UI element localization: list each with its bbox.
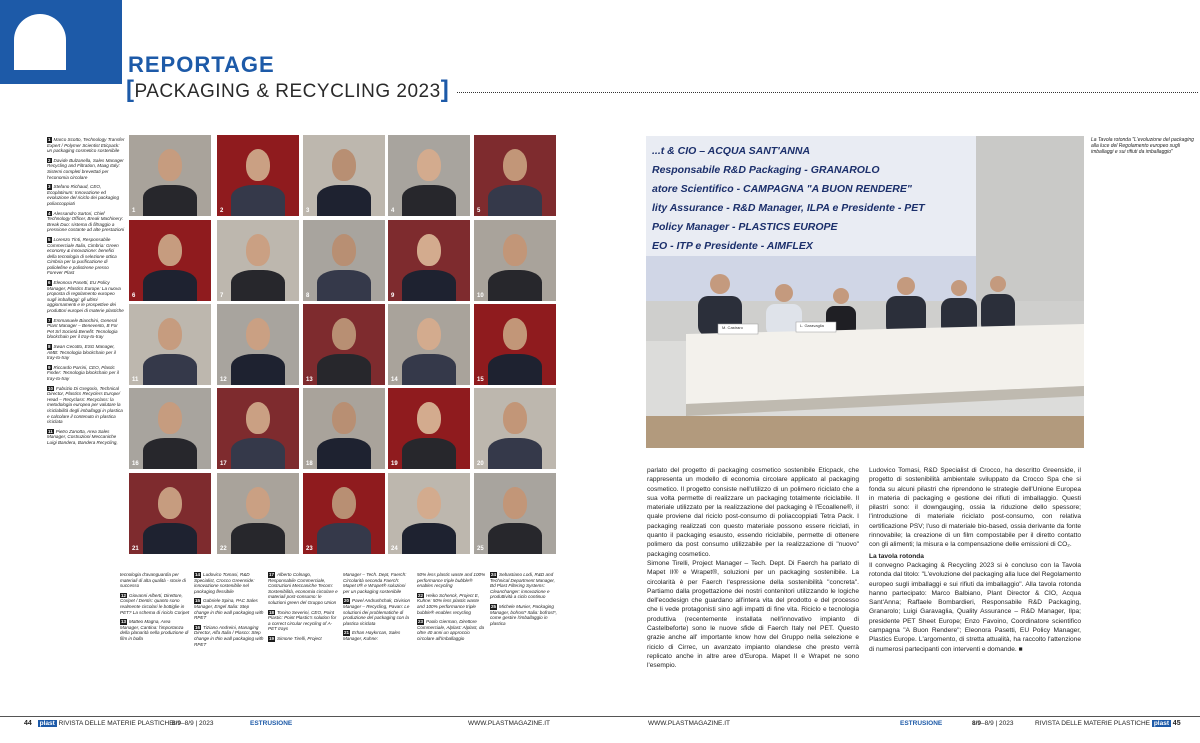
speaker-photo — [474, 388, 556, 469]
round-table-photo — [646, 136, 1084, 448]
caption-number: 23 — [418, 619, 424, 625]
caption-number: 9 — [48, 364, 51, 370]
caption-number: 11 — [48, 428, 53, 434]
photo-number: 13 — [306, 377, 313, 383]
caption-text: Swan Cecotto, ESG Manager, AMB: Tecnologia blockchain per il tray-to-tray — [47, 344, 116, 361]
photo-caption — [343, 572, 413, 594]
footer-url-right[interactable]: WWW.PLASTMAGAZINE.IT — [648, 720, 730, 727]
caption-number: 22 — [418, 592, 424, 598]
photo-caption — [47, 137, 125, 154]
photo-number: 5 — [477, 208, 481, 214]
caption-text: Fabrizio Di Gregorio, Technical Director, Plastics Recyclers Europe/ Head – Recyclass: Recyclass: la metodologia europea per valutare la riciclabilità degli imballaggi in plastica e calcolare il contenuto in plastica riciclata — [47, 385, 123, 425]
footer-section-left: ESTRUSIONE — [250, 720, 293, 727]
speaker-photo — [303, 304, 385, 385]
caption-text: Marco Scotto, Technology Transfer Expert / Polymer Scientist Eticpack: un packaging cosmetico sostenibile — [47, 137, 125, 154]
magazine-name: RIVISTA DELLE MATERIE PLASTICHE — [58, 720, 174, 727]
speaker-photo — [388, 220, 470, 301]
speaker-photo — [474, 304, 556, 385]
photo-number: 2 — [220, 208, 224, 214]
photo-captions-column — [47, 137, 125, 450]
photo-number: 11 — [132, 377, 139, 383]
caption-number: 21 — [344, 630, 350, 636]
photo-caption — [47, 211, 125, 233]
photo-number: 21 — [132, 546, 139, 552]
caption-number: 13 — [121, 619, 127, 625]
caption-text: 50% less plastic waste and 100% performance triple bubble® enables recycling — [417, 572, 486, 589]
caption-text: Sebastiano Lodi, R&D and Technical Department Manager, Bd Plast Filtering Systems: Cleanchanger: innovazione e produttività a ciclo continuo — [490, 572, 555, 600]
caption-text: Riccardo Parrini, CEO, Plastic Finder: Tecnologia blockchain per il tray-to-tray — [47, 364, 119, 381]
caption-number: 3 — [48, 184, 51, 190]
caption-column — [490, 572, 560, 630]
speaker-photo — [217, 304, 299, 385]
caption-text: Pietro Zanotta, Area Sales Manager, Costruzioni Meccaniche Luigi Bandera, Bandera Recycling, — [47, 428, 118, 445]
photo-caption — [47, 365, 125, 382]
caption-column — [120, 572, 190, 646]
speaker-photo — [217, 135, 299, 216]
speaker-photo — [388, 135, 470, 216]
caption-number: 14 — [195, 572, 201, 577]
photo-caption — [490, 572, 560, 600]
name-card: L. Garavaglia — [800, 323, 824, 328]
speaker-photo — [303, 388, 385, 469]
photo-number: 10 — [477, 293, 484, 299]
photo-number: 1 — [132, 208, 136, 214]
projected-screen-text — [652, 142, 972, 256]
photo-caption — [268, 636, 338, 642]
speaker-photo — [129, 388, 211, 469]
article-column-left — [647, 466, 859, 671]
footer-issue-right — [972, 720, 1013, 727]
issue-number: 8/9 — [972, 720, 982, 727]
speaker-photo — [303, 473, 385, 554]
article-column-right — [869, 466, 1081, 654]
photo-number: 6 — [132, 293, 136, 299]
page-number: 44 — [24, 720, 32, 727]
photo-caption — [47, 429, 125, 446]
caption-column — [194, 572, 264, 651]
speaker-photo — [474, 473, 556, 554]
caption-number: 8 — [48, 344, 51, 349]
caption-column — [268, 572, 338, 646]
screen-line: lity Assurance - R&D Manager, ILPA e Presidente - PET — [652, 202, 925, 214]
brand-mark: plast — [1153, 720, 1169, 727]
photo-number: 4 — [391, 208, 395, 214]
photo-caption — [194, 598, 264, 620]
screen-line: Policy Manager - PLASTICS EUROPE — [652, 221, 838, 233]
caption-text: Erhan Haykırcan, Sales Manager, Kuhne: — [343, 630, 401, 641]
caption-number: 19 — [269, 635, 275, 641]
footer-right — [1035, 720, 1181, 727]
footer-section-right: ESTRUSIONE — [900, 720, 943, 727]
caption-number: 5 — [48, 236, 51, 242]
caption-text: Eleonora Pasetti, EU Policy Manager, Plastics Europe: La nuova proposta di regolamento europeo sugli imballaggi: gli ultimi aggiornamenti e le prospettive dei produttori europei di materie plastiche — [47, 280, 124, 314]
speaker-photo — [129, 220, 211, 301]
photo-caption — [120, 593, 190, 615]
photo-number: 14 — [391, 377, 398, 383]
photo-caption — [47, 237, 125, 276]
screen-line: ...t & CIO – ACQUA SANT'ANNA — [652, 145, 811, 157]
caption-number: 16 — [195, 624, 201, 630]
photo-caption — [343, 598, 413, 626]
photo-number: 7 — [220, 293, 224, 299]
caption-text: Stefano Richaud, CEO, Ecoplatinum: Innovazione ed evoluzione del riciclo dei packaging poliaccoppiati — [47, 184, 120, 206]
footer-url-left[interactable]: WWW.PLASTMAGAZINE.IT — [468, 720, 550, 727]
caption-text: Lorenzo Tinti, Responsabile Commerciale Italia, Cimbria: Green economy & innovazione: benefici della tecnologia di selezione ottica Cimbria per la purificazione di poliolefine e polistirene presso Forever Plast — [47, 236, 119, 276]
brand-logo-shape — [0, 0, 122, 92]
caption-text: Michele Munier, Packaging Manager, bofrost* Italia: bofrost*, come gestire l'imballaggio in plastica — [490, 603, 557, 626]
photo-caption — [47, 184, 125, 206]
caption-text: Gabriele Spina, PAC Sales Manager, Engel Italia: Step change in thin wall packaging with RPET — [194, 598, 264, 621]
paragraph: parlato del progetto di packaging cosmetico sostenibile Eticpack, che rappresenta un modello di economia circolare applicato al packaging cosmetico. Il progetto consiste nell'utilizzo di un polimero riciclato che a sua volta permette di realizzare un packaging totalmente riciclabile. Il materiale utilizzato per la realizzazione del packaging è l'Ecoallene®, il quale proviene dal riciclo post-consumo di poliaccoppiati Tetra Pack. I packaging realizzati con questo materiale possono essere riciclati, in quanto il packaging esausto, essendo riciclabile, permette di ottenere polimero da post consumo utilizzabile per la realizzazione di "nuovo" packaging cosmetico. — [647, 467, 859, 558]
end-mark: ■ — [1018, 645, 1023, 653]
caption-number: 7 — [48, 317, 51, 323]
photo-caption — [47, 318, 125, 340]
photo-caption — [194, 625, 264, 647]
photo-number: 17 — [220, 461, 227, 467]
caption-text: Manager – Tech. Dept, Faerch: Circolarità seconda Faerch: Mapet II® e Wrapet® soluzioni per un packaging sostenibile — [343, 572, 407, 594]
speaker-photo — [129, 135, 211, 216]
footer-issue-left — [172, 720, 213, 727]
caption-text: Alberto Colnago, Responsabile Commerciale, Costruzioni Meccaniche Tecom: Sostenibilità, economia circolare e materiali post-consumo: le soluzioni green del Gruppo Union — [268, 572, 338, 605]
caption-text: Simone Tirelli, Project — [277, 635, 322, 641]
caption-text: Tiziano Andreini, Managing Director, Alfa Italia / Plasco: Step change in thin wall packaging with RPET — [194, 624, 264, 647]
photo-number: 19 — [391, 461, 398, 467]
photo-number: 22 — [220, 546, 227, 552]
photo-caption — [120, 572, 190, 589]
page-number: 45 — [1172, 720, 1181, 727]
photo-caption — [417, 593, 487, 615]
subheading: La tavola rotonda — [869, 552, 924, 560]
caption-column — [343, 572, 413, 646]
photo-number: 9 — [391, 293, 395, 299]
caption-text: Giovanni Alberti, Direttore, Coripet / Dentis: quanto sono realmente circolari le bottiglie in PET? La schema di riciclo Coripet — [120, 592, 190, 615]
footer-left — [24, 720, 174, 727]
caption-text: Paolo Gierman, Direttore Commerciale, Alplast: Alplast, da oltre 40 anni un approccio circolare all'imballaggio — [417, 619, 485, 641]
speaker-photo — [303, 135, 385, 216]
speaker-photo — [217, 473, 299, 554]
speaker-photo — [388, 304, 470, 385]
speaker-photo — [303, 220, 385, 301]
speaker-photo — [129, 304, 211, 385]
brand-mark: plast — [39, 720, 55, 727]
issue-number: 8/9 — [172, 720, 182, 727]
caption-number: 4 — [48, 210, 51, 216]
paragraph: Il convegno Packaging & Recycling 2023 si è concluso con la Tavola rotonda dal titolo: "L'evoluzione del packaging alla luce del Regolamento europeo sugli imballaggi e sui rifiuti da imballaggio". Alla tavola rotonda hanno partecipato: Marco Balbiano, Plant Director & CIO, Acqua Sant'Anna; Raffaele Bombardieri, Responsabile R&D Packaging, Granarolo; Luigi Garavaglia, Quality Assurance – R&D Manager, Ilpa; presidente PET Sheet Europe; Enzo Favoino, Coordinatore scientifico campagna "A Buon Rendere"; Eleonora Pasetti, EU Policy Manager, Plastics Europe. L'argomento, di stretta attualità, ha raccolto l'attenzione di numerosi partecipanti con interventi e domande. ■ — [869, 561, 1081, 653]
caption-number: 17 — [269, 572, 275, 577]
photo-caption — [194, 572, 264, 594]
speaker-photo — [217, 388, 299, 469]
caption-text: Heiko Schenck, Project E, Kuhne: 50% less plastic waste and 100% performance triple bubble® enables recycling — [417, 592, 480, 615]
speaker-photo — [388, 388, 470, 469]
speaker-photo — [217, 220, 299, 301]
caption-number: 15 — [195, 598, 201, 604]
paragraph: Simone Tirelli, Project Manager – Tech. Dept. Di Faerch ha parlato di Mapet II® e Wrapet®, soluzioni per un packaging sostenibile. La circolarità è per Faerch l'espressione della sostenibilità "concreta". Partiamo dalla progettazione dei nostri contenitori utilizzando le logiche dell'ecodesign che guardano all'intera vita del prodotto e del processo che li vede protagonisti sino agli impatti di fine vita. Riciclo e tecnologia produttiva (recentemente installata nell'innovativo impianto di Castelbeforte) sono le nuove sfide di Faerch Italy nel PET. Questo grazie anche all' importante know how del Gruppo nella selezione e riciclo di Cirrec, un avanzato impianto olandese che presto verrà replicato anche in altre aree d'Europa. Mapet II e Wrapet ne sono l'esempio. — [647, 559, 859, 670]
photo-caption — [268, 572, 338, 606]
photo-caption — [47, 386, 125, 425]
photo-caption — [417, 572, 487, 589]
photo-caption — [47, 344, 125, 361]
speaker-photo — [129, 473, 211, 554]
caption-number: 12 — [121, 592, 127, 598]
photo-caption — [120, 619, 190, 641]
caption-number: 10 — [48, 385, 54, 391]
caption-number: 2 — [48, 157, 51, 163]
header-divider — [457, 92, 1198, 93]
caption-text: Pavel Andrushchak, Division Manager – Recycling, Pavan: Le soluzioni dei problematiche di produzione del packaging con la plastica riciclata — [343, 598, 411, 626]
caption-number: 6 — [48, 280, 51, 286]
magazine-name: RIVISTA DELLE MATERIE PLASTICHE — [1035, 720, 1150, 727]
speaker-photo — [474, 220, 556, 301]
caption-number: 1 — [48, 137, 51, 142]
photo-caption — [343, 630, 413, 641]
photo-caption — [490, 604, 560, 626]
caption-number: 20 — [344, 598, 350, 604]
caption-column — [417, 572, 487, 646]
issue-date: –8/9 | 2023 — [181, 720, 214, 727]
issue-date: –8/9 | 2023 — [981, 720, 1014, 727]
caption-number: 24 — [491, 572, 497, 577]
photo-number: 20 — [477, 461, 484, 467]
photo-number: 23 — [306, 546, 313, 552]
caption-text: tecnologia d'avanguardia per materiali di alta qualità - storie di successo — [120, 572, 186, 589]
photo-caption — [417, 619, 487, 641]
footer-line — [0, 716, 1200, 717]
caption-text: Ludovico Tomasi, R&D Specialist, Crocco Greenside: innovazione sostenibile nel packaging flessibile — [194, 572, 255, 594]
paragraph: Ludovico Tomasi, R&D Specialist di Crocco, ha descritto Greenside, il progetto di sostenibilità ambientale sviluppato da Crocco Spa che si fonda su alcuni pilastri che riprendono le strategie dell'Unione Europea in materia di packaging e gestione dei rifiuti di imballaggio. Questi pilastri sono: il downgauging, ossia la riduzione dello spessore; l'introduzione di materiale riciclato post-consumo, con relativa certificazione PSV; l'uso di materiale bio-based, ossia derivante da fonte rinnovabile; la creazione di un film compostabile per il diretto contatto con gli alimenti; la misura e la compensazione delle emissioni di CO₂. — [869, 467, 1081, 549]
screen-line: atore Scientifico - CAMPAGNA "A BUON RENDERE" — [652, 183, 912, 195]
article-subtitle: [PACKAGING & RECYCLING 2023] — [126, 76, 450, 103]
photo-number: 8 — [306, 293, 310, 299]
round-table-caption: La Tavola rotonda "L'evoluzione del packaging alla luce del Regolamento europeo sugli imballaggi e sui rifiuti da imballaggio" — [1091, 137, 1194, 155]
photo-caption — [47, 158, 125, 180]
caption-text: Tonino Severini, CEO, Point Plastic: Point Plastic's solution for a correct circular recycling of A-PET trays — [268, 609, 337, 632]
screen-line: EO - ITP e Presidente - AIMFLEX — [652, 240, 813, 252]
name-card: M. Castraro — [722, 325, 743, 330]
speaker-photo — [474, 135, 556, 216]
caption-text: Matteo Magna, Area Manager, Cantina: l'importanza della planarità nella produzione di film in bolla — [120, 619, 189, 641]
caption-number: 18 — [269, 609, 275, 615]
caption-text: Davide Bulzanella, Sales Manager Recycling and Filtration, Maag Italy: Sistemi completi brevettati per l'economia circolare — [47, 157, 124, 180]
caption-text: Alessandro Sartori, Chief Technology Officer, Break Machinery: Break Duo: sistema di filtraggio a pressione costante ad alte prestazioni — [47, 210, 125, 233]
screen-line: Responsabile R&D Packaging - GRANAROLO — [652, 164, 880, 176]
caption-number: 25 — [491, 603, 497, 609]
section-title: REPORTAGE — [128, 52, 275, 77]
photo-number: 16 — [132, 461, 139, 467]
photo-caption — [47, 280, 125, 314]
caption-text: Emmanuele Bianchini, General Plant Manager – Benevento, B For Pet Srl Società Benefit: Tecnologia blockchain per il tray-to-tray — [47, 317, 118, 340]
photo-number: 25 — [477, 546, 484, 552]
photo-caption — [268, 610, 338, 632]
photo-number: 3 — [306, 208, 310, 214]
speaker-photo — [388, 473, 470, 554]
photo-number: 18 — [306, 461, 313, 467]
photo-number: 12 — [220, 377, 227, 383]
photo-number: 24 — [391, 546, 398, 552]
photo-number: 15 — [477, 377, 484, 383]
